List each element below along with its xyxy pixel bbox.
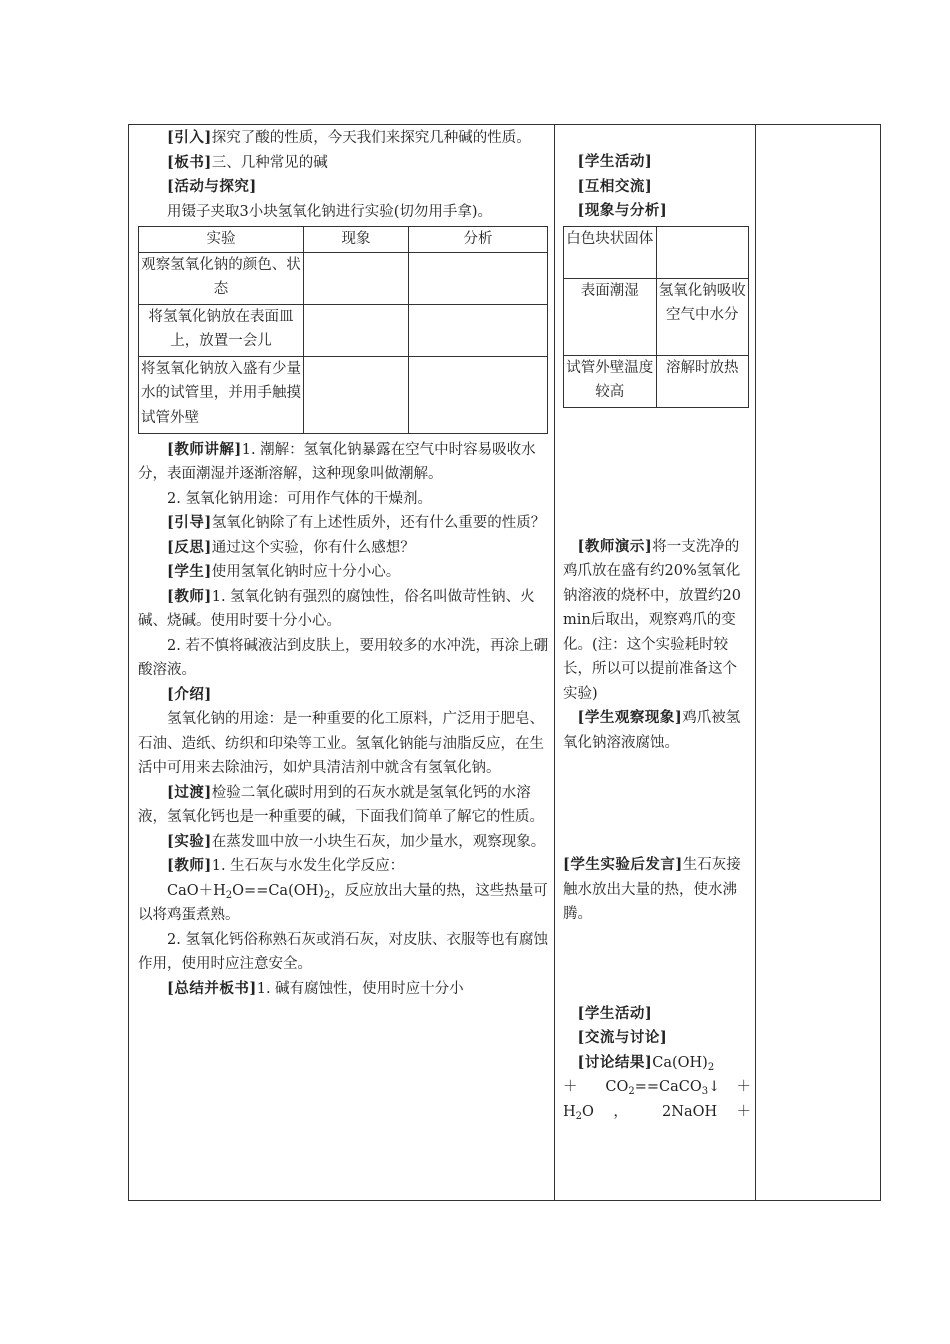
teacher2-paragraph-2: 2. 氢氧化钙俗称熟石灰或消石灰，对皮肤、衣服等也有腐蚀作用，使用时应注意安全。 <box>138 931 548 972</box>
activity-heading: [活动与探究] <box>167 178 257 195</box>
table-row <box>139 252 548 304</box>
student-activity-column <box>563 126 751 1124</box>
table-row <box>564 226 749 278</box>
student-paragraph: [学生]使用氢氧化钠时应十分小心。 <box>167 563 401 580</box>
guide-paragraph: [引导]氢氧化钠除了有上述性质外，还有什么重要的性质？ <box>167 514 546 531</box>
analysis-cell <box>409 252 548 304</box>
teacher-paragraph: [教师]1. 氢氧化钠有强烈的腐蚀性，俗名叫做苛性钠、火碱、烧碱。使用时要十分小心。 <box>138 587 535 629</box>
intro2-paragraph: 氢氧化钠的用途：是一种重要的化工原料，广泛用于肥皂、石油、造纸、纺织和印染等工业。氢氧化钠能与油脂反应，在生活中可用来去除油污，如炉具清洁剂中就含有氢氧化钠。 <box>138 711 544 776</box>
board-paragraph: [板书]三、几种常见的碱 <box>167 153 328 171</box>
teacher2-paragraph: [教师]1. 生石灰与水发生化学反应： <box>167 857 405 874</box>
student-activity-heading: [学生活动] <box>577 153 653 170</box>
analysis-cell: 溶解时放热 <box>656 355 749 407</box>
phenomenon-cell <box>304 304 409 356</box>
formula-row: $H_2O$ ， 2NaOH ＋ <box>563 1103 752 1122</box>
intro-paragraph: [引入]探究了酸的性质，今天我们来探究几种碱的性质。 <box>167 129 531 146</box>
speak-paragraph: [学生实验后发言]生石灰接触水放出大量的热，使水沸腾。 <box>563 856 741 922</box>
analysis-cell: 氢氧化钠吸收空气中水分 <box>656 278 749 355</box>
analysis-cell <box>409 356 548 433</box>
teacher-paragraph-2: 2. 若不慎将碱液沾到皮肤上，要用较多的水冲洗，再涂上硼酸溶液。 <box>138 637 548 678</box>
column-header: 分析 <box>409 227 548 253</box>
column-divider <box>554 124 555 1201</box>
exchange-heading-2: [交流与讨论] <box>577 1029 668 1046</box>
analysis-cell <box>409 304 548 356</box>
phenomenon-cell <box>304 356 409 433</box>
phenomenon-heading: [现象与分析] <box>577 202 668 219</box>
lecture-paragraph-2: 2. 氢氧化钠用途：可用作气体的干燥剂。 <box>167 490 432 507</box>
equation-paragraph: $CaO+H_2O==Ca(OH)_2$，反应放出大量的热，这些热量可以将鸡蛋煮熟。 <box>138 882 548 923</box>
phenomenon-cell: 表面潮湿 <box>564 278 657 355</box>
analysis-cell <box>656 226 749 278</box>
student-activity-heading-2: [学生活动] <box>577 1004 653 1022</box>
table-row <box>139 356 548 433</box>
result-table <box>563 226 749 408</box>
activity-paragraph: 用镊子夹取3小块氢氧化钠进行实验(切勿用手拿)。 <box>167 203 493 220</box>
intro2-heading: [介绍] <box>167 685 212 703</box>
intro-tag: [引入] <box>167 129 212 146</box>
phenomenon-cell: 试管外壁温度较高 <box>564 355 657 407</box>
lecture-paragraph: [教师讲解]1. 潮解：氢氧化钠暴露在空气中时容易吸收水分，表面潮湿并逐渐溶解，这种现象叫做潮解。 <box>138 440 536 482</box>
table-row <box>564 355 749 407</box>
table-header-row <box>139 227 548 253</box>
phenomenon-cell: 白色块状固体 <box>564 226 657 278</box>
demo-paragraph: [教师演示]将一支洗净的鸡爪放在盛有约20%氢氧化钠溶液的烧杯中，放置约20 min后取出，观察鸡爪的变化。(注：这个实验耗时较长，所以可以提前准备这个实验) <box>563 537 741 702</box>
column-header: 现象 <box>304 227 409 253</box>
column-divider <box>755 124 756 1201</box>
result-paragraph: [讨论结果]$Ca(OH)_2$ <box>577 1053 715 1073</box>
exchange-heading: [互相交流] <box>577 177 653 195</box>
summary-paragraph: [总结并板书]1. 碱有腐蚀性，使用时应十分小 <box>167 979 464 997</box>
table-row <box>139 304 548 356</box>
reflect-paragraph: [反思]通过这个实验，你有什么感想？ <box>167 538 415 556</box>
formula-row: ＋ $CO_2==CaCO_3↓$ ＋ <box>563 1079 752 1097</box>
table-row <box>564 278 749 355</box>
column-header: 实验 <box>139 227 304 253</box>
transition-paragraph: [过渡]检验二氧化碳时用到的石灰水就是氢氧化钙的水溶液，氢氧化钙也是一种重要的碱，下面我们简单了解它的性质。 <box>138 783 544 825</box>
teacher-activity-column <box>138 126 548 1001</box>
experiment-cell: 将氢氧化钠放在表面皿上，放置一会儿 <box>139 304 304 356</box>
experiment-cell: 观察氢氧化钠的颜色、状态 <box>139 252 304 304</box>
experiment-table <box>138 226 548 434</box>
phenomenon-cell <box>304 252 409 304</box>
observe-paragraph: [学生观察现象]鸡爪被氢氧化钠溶液腐蚀。 <box>563 709 741 751</box>
experiment-paragraph: [实验]在蒸发皿中放一小块生石灰，加少量水，观察现象。 <box>167 832 546 850</box>
experiment-cell: 将氢氧化钠放入盛有少量水的试管里，并用手触摸试管外壁 <box>139 356 304 433</box>
